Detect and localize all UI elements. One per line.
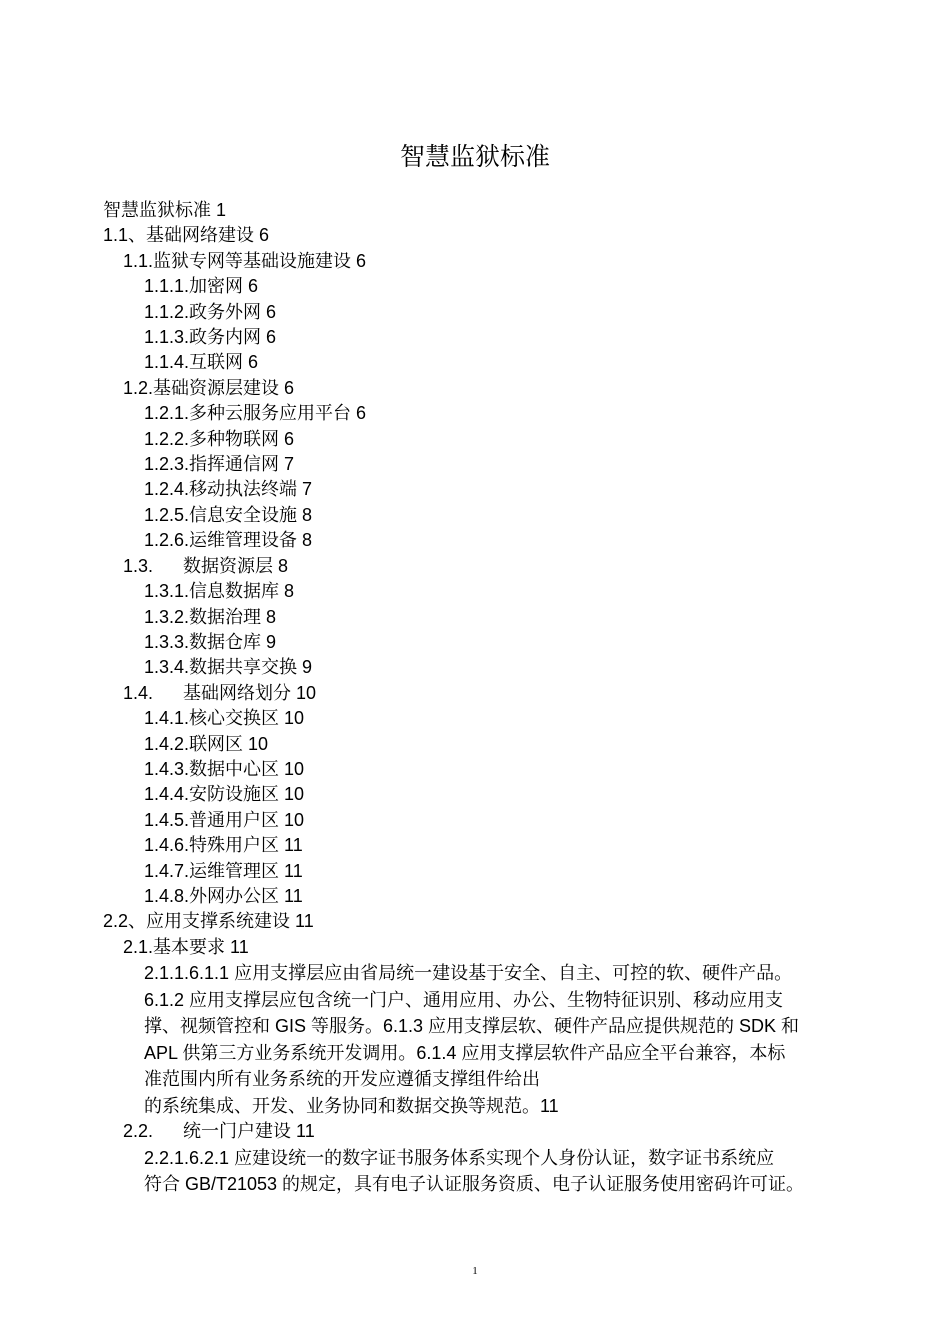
toc-entry-label: 统一门户建设 11 (183, 1121, 315, 1142)
document-title: 智慧监狱标准 (399, 142, 550, 171)
toc-entry[interactable]: 1.1.4.互联网 6 (144, 352, 259, 373)
toc-entry[interactable]: 1.4.2.联网区 10 (144, 733, 269, 754)
toc-entry-number: 1.3. (123, 555, 154, 576)
table-of-contents (103, 198, 873, 1198)
toc-entry[interactable]: 1.3.2.数据治理 8 (144, 606, 277, 627)
toc-entry[interactable]: 2.2、应用支撑系统建设 11 (103, 911, 314, 932)
toc-entry-paragraph[interactable] (103, 960, 873, 1119)
toc-entry[interactable]: 1.1.3.政务内网 6 (144, 327, 277, 348)
toc-entry[interactable]: 1.2.3.指挥通信网 7 (144, 454, 295, 475)
toc-entry[interactable] (103, 681, 873, 706)
toc-entry-number: 1.4. (123, 682, 154, 703)
paragraph-line: 符合 GB/T21053 的规定，具有电子认证服务资质、电子认证服务使用密码许可证。 (144, 1174, 805, 1195)
toc-entry[interactable]: 1.2.2.多种物联网 6 (144, 428, 295, 449)
toc-entry[interactable]: 1.1.2.政务外网 6 (144, 301, 277, 322)
toc-entry[interactable]: 2.1.基本要求 11 (123, 936, 249, 957)
toc-entry[interactable]: 1.3.3.数据仓库 9 (144, 631, 277, 652)
toc-entry[interactable]: 智慧监狱标准 1 (103, 200, 227, 220)
toc-entry-label: 数据资源层 8 (183, 555, 289, 576)
paragraph-line: 撑、视频管控和 GIS 等服务。6.1.3 应用支撑层软、硬件产品应提供规范的 SDK 和 (144, 1016, 800, 1037)
paragraph-line: 6.1.2 应用支撑层应包含统一门户、通用应用、办公、生物特征识别、移动应用支 (144, 989, 784, 1010)
toc-entry[interactable] (103, 554, 873, 579)
toc-entry[interactable]: 1.1.监狱专网等基础设施建设 6 (123, 250, 367, 271)
toc-entry[interactable]: 1.4.4.安防设施区 10 (144, 784, 305, 805)
toc-entry[interactable]: 1.2.6.运维管理设备 8 (144, 530, 313, 551)
toc-entry[interactable]: 1.2.4.移动执法终端 7 (144, 479, 313, 500)
toc-entry-number: 2.2. (123, 1121, 154, 1142)
paragraph-line: 2.2.1.6.2.1 应建设统一的数字证书服务体系实现个人身份认证，数字证书系统应 (144, 1147, 775, 1168)
paragraph-line: APL 供第三方业务系统开发调用。6.1.4 应用支撑层软件产品应全平台兼容，本标 (144, 1042, 786, 1063)
toc-entry[interactable]: 1.4.6.特殊用户区 11 (144, 835, 303, 856)
toc-entry-paragraph[interactable] (103, 1145, 873, 1198)
toc-entry[interactable]: 1.4.5.普通用户区 10 (144, 809, 305, 830)
toc-entry[interactable] (103, 1119, 873, 1144)
toc-entry[interactable]: 1.3.1.信息数据库 8 (144, 581, 295, 602)
toc-entry[interactable]: 1.4.1.核心交换区 10 (144, 708, 305, 729)
toc-entry[interactable]: 1.2.基础资源层建设 6 (123, 377, 295, 398)
toc-entry[interactable]: 1.1.1.加密网 6 (144, 276, 259, 297)
toc-entry[interactable]: 1.4.7.运维管理区 11 (144, 860, 303, 881)
toc-entry-label: 基础网络划分 10 (183, 682, 317, 703)
toc-entry[interactable]: 1.3.4.数据共享交换 9 (144, 657, 313, 678)
toc-entry[interactable]: 1.4.3.数据中心区 10 (144, 758, 305, 779)
toc-entry[interactable]: 1.1、基础网络建设 6 (103, 225, 270, 246)
toc-entry[interactable]: 1.2.1.多种云服务应用平台 6 (144, 403, 367, 424)
paragraph-line: 准范围内所有业务系统的开发应遵循支撑组件给出 (144, 1069, 540, 1090)
toc-entry[interactable]: 1.2.5.信息安全设施 8 (144, 504, 313, 525)
paragraph-line: 2.1.1.6.1.1 应用支撑层应由省局统一建设基于安全、自主、可控的软、硬件产品。 (144, 963, 793, 984)
paragraph-line: 的系统集成、开发、业务协同和数据交换等规范。11 (144, 1095, 559, 1116)
page-number: 1 (472, 1265, 478, 1277)
toc-entry[interactable]: 1.4.8.外网办公区 11 (144, 885, 303, 906)
